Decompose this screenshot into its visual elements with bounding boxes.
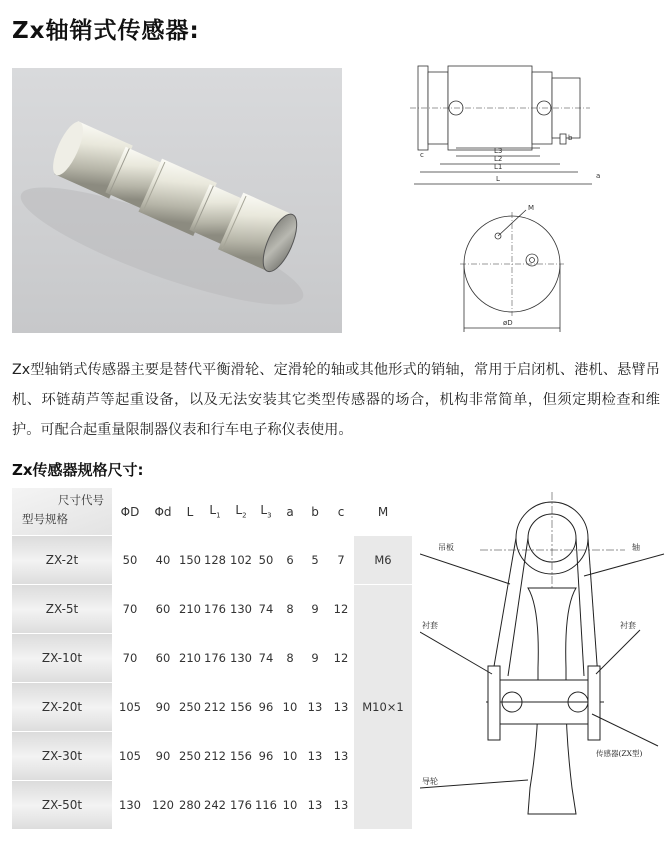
value-cell: 12 [328, 585, 354, 634]
header-cell-L3: $L_3$ [254, 488, 278, 536]
value-cell: 130 [112, 781, 148, 830]
value-cell: 102 [228, 536, 254, 585]
value-cell: 210 [178, 634, 202, 683]
model-cell: ZX-20t [12, 683, 112, 732]
spec-subtitle: Zx传感器规格尺寸: [12, 461, 144, 479]
value-cell: 10 [278, 781, 302, 830]
value-cell: 13 [328, 683, 354, 732]
table-row [12, 683, 412, 732]
value-cell: 7 [328, 536, 354, 585]
header-cell-b: b [302, 488, 328, 536]
label-bushing-right: 衬套 [620, 621, 636, 630]
value-cell: 156 [228, 732, 254, 781]
header-cell-L1: $L_1$ [202, 488, 228, 536]
value-cell: 70 [112, 585, 148, 634]
value-cell: 120 [148, 781, 178, 830]
value-cell: 212 [202, 732, 228, 781]
value-cell: 60 [148, 634, 178, 683]
value-cell: 212 [202, 683, 228, 732]
label-M: M [528, 204, 535, 212]
label-L3: L3 [494, 147, 503, 155]
label-c: c [420, 151, 424, 159]
value-cell: 176 [228, 781, 254, 830]
label-L: L [496, 175, 500, 183]
model-cell: ZX-50t [12, 781, 112, 830]
value-cell: 74 [254, 585, 278, 634]
value-cell: 50 [112, 536, 148, 585]
value-cell: 8 [278, 634, 302, 683]
model-cell: ZX-2t [12, 536, 112, 585]
value-cell: 90 [148, 732, 178, 781]
value-cell: 105 [112, 732, 148, 781]
table-row [12, 585, 412, 634]
value-cell: 5 [302, 536, 328, 585]
table-row [12, 732, 412, 781]
corner-model-label: 型号规格 [22, 512, 68, 526]
model-cell: ZX-5t [12, 585, 112, 634]
label-a: a [596, 172, 601, 180]
value-cell: 10 [278, 683, 302, 732]
label-D: øD [503, 319, 513, 327]
table-row [12, 634, 412, 683]
value-cell: 105 [112, 683, 148, 732]
value-cell: 130 [228, 585, 254, 634]
label-L1: L1 [494, 163, 503, 171]
header-cell-L: L [178, 488, 202, 536]
value-cell: 13 [302, 732, 328, 781]
model-cell: ZX-10t [12, 634, 112, 683]
value-cell: 130 [228, 634, 254, 683]
value-cell: 210 [178, 585, 202, 634]
value-cell: 128 [202, 536, 228, 585]
value-cell: 156 [228, 683, 254, 732]
description-paragraph: Zx型轴销式传感器主要是替代平衡滑轮、定滑轮的轴或其他形式的销轴，常用于启闭机、港机、悬臂吊机、环链葫芦等起重设备，以及无法安装其它类型传感器的场合，机构非常简单，但须定期检查和维护。可配合起重量限制器仪表和行车电子称仪表使用。 [12, 362, 660, 438]
table-row [12, 536, 412, 585]
value-cell: 70 [112, 634, 148, 683]
value-cell: 116 [254, 781, 278, 830]
value-cell: 12 [328, 634, 354, 683]
value-cell: 13 [328, 732, 354, 781]
value-cell: 9 [302, 585, 328, 634]
product-photo [12, 68, 342, 333]
value-cell: 280 [178, 781, 202, 830]
label-pulley: 导轮 [422, 777, 438, 786]
value-cell: 13 [302, 683, 328, 732]
installation-diagram [420, 488, 665, 818]
value-cell: 60 [148, 585, 178, 634]
spec-table [12, 488, 412, 830]
header-cell-D: ΦD [112, 488, 148, 536]
table-body [12, 536, 412, 830]
value-cell: 40 [148, 536, 178, 585]
value-cell: 242 [202, 781, 228, 830]
value-cell: 9 [302, 634, 328, 683]
label-bushing-left: 衬套 [422, 621, 438, 630]
value-cell: 96 [254, 683, 278, 732]
value-cell: 13 [328, 781, 354, 830]
header-cell-c: c [328, 488, 354, 536]
header-cell-L2: $L_2$ [228, 488, 254, 536]
dimension-drawing [400, 58, 605, 340]
value-cell: 6 [278, 536, 302, 585]
value-cell: 10 [278, 732, 302, 781]
table-header-row [12, 488, 412, 536]
header-cell-M: M [354, 488, 412, 536]
value-cell: 50 [254, 536, 278, 585]
value-cell: 90 [148, 683, 178, 732]
label-hanging-plate: 吊板 [438, 543, 454, 552]
model-cell: ZX-30t [12, 732, 112, 781]
value-cell: 13 [302, 781, 328, 830]
header-cell-a: a [278, 488, 302, 536]
sensor-pin-image [12, 68, 342, 333]
label-sensor: 传感器(ZX型) [596, 749, 643, 758]
value-cell: 74 [254, 634, 278, 683]
value-cell: 96 [254, 732, 278, 781]
table-row [12, 781, 412, 830]
label-axle: 轴 [632, 543, 640, 552]
value-cell: 176 [202, 634, 228, 683]
value-cell: 150 [178, 536, 202, 585]
page-title: Zx轴销式传感器: [12, 18, 200, 44]
value-cell: 176 [202, 585, 228, 634]
label-L2: L2 [494, 155, 503, 163]
corner-dimension-label: 尺寸代号 [58, 493, 104, 507]
table-corner-cell [12, 488, 112, 536]
header-cell-d: Φd [148, 488, 178, 536]
value-cell: 250 [178, 732, 202, 781]
thread-cell-m6: M6 [354, 536, 412, 585]
value-cell: 250 [178, 683, 202, 732]
value-cell: 8 [278, 585, 302, 634]
label-b: b [568, 134, 573, 142]
thread-cell-m10: M10×1 [354, 585, 412, 830]
